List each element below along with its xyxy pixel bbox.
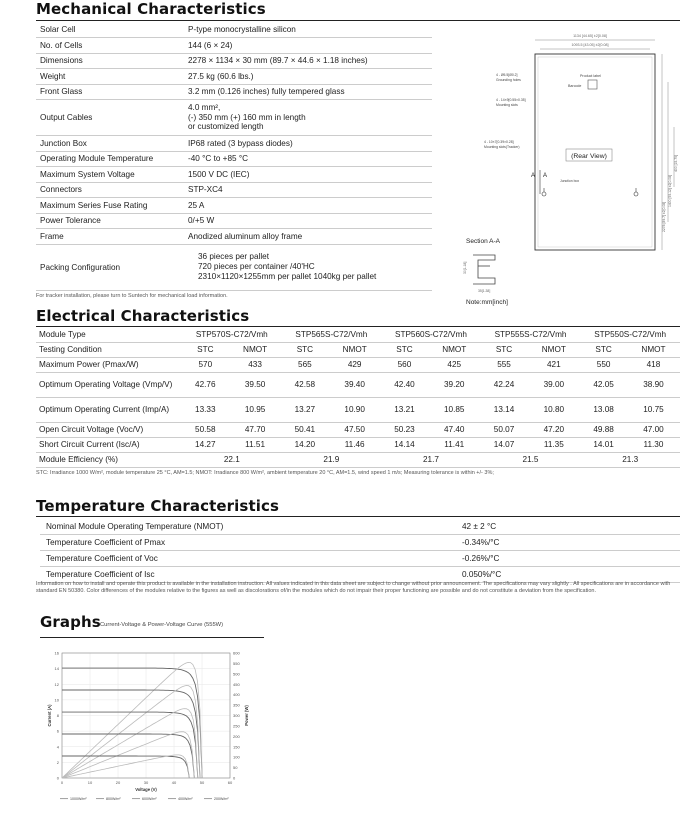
elec-cell: 565: [282, 357, 329, 372]
temp-value: 0.050%/°C: [252, 567, 680, 583]
mech-row: [36, 182, 432, 198]
legend-label: 800W/m²: [106, 797, 121, 801]
mech-value: 0/+5 W: [184, 213, 432, 229]
temp-value: -0.26%/°C: [252, 551, 680, 567]
section-height-dim: 30[1.18]: [463, 261, 467, 274]
electrical-rule: [36, 326, 680, 327]
mechanical-title: Mechanical Characteristics: [36, 0, 266, 18]
elec-cell: NMOT: [428, 342, 481, 357]
elec-cell: 47.20: [527, 422, 580, 437]
x-tick-label: 60: [227, 780, 233, 785]
cable-line-2: (-) 350 mm (+) 160 mm in length: [188, 112, 306, 122]
mech-row: [36, 53, 432, 69]
y2-axis-label: Power (W): [244, 705, 249, 726]
elec-cell: 555: [481, 357, 528, 372]
elec-cell: 433: [229, 357, 282, 372]
elec-cell: Open Circuit Voltage (Voc/V): [36, 422, 182, 437]
mech-value: 25 A: [184, 198, 432, 214]
elec-cell: Module Efficiency (%): [36, 452, 182, 467]
legend-label: 200W/m²: [214, 797, 229, 801]
temp-key: Nominal Module Operating Temperature (NMOT): [40, 519, 252, 535]
elec-cell: 10.80: [527, 397, 580, 422]
mech-row: [36, 213, 432, 229]
elec-cell: 13.08: [580, 397, 627, 422]
elec-cell: Testing Condition: [36, 342, 182, 357]
elec-cell: NMOT: [229, 342, 282, 357]
pv-curve: [62, 662, 202, 778]
cable-line-3: or customized length: [188, 122, 264, 132]
mechanical-table: [36, 22, 432, 291]
elec-cell: Optimum Operating Current (Imp/A): [36, 397, 182, 422]
elec-cell: 10.75: [627, 397, 680, 422]
connector-right: [634, 188, 638, 196]
mounting-label-2: Mounting slots: [496, 103, 518, 107]
elec-cell: 11.51: [229, 437, 282, 452]
elec-cell: 14.14: [381, 437, 428, 452]
mech-key: No. of Cells: [36, 38, 184, 54]
y2-tick-label: 600: [233, 650, 240, 656]
elec-cell: 11.41: [428, 437, 481, 452]
mech-value: [184, 100, 432, 136]
elec-cell: Short Circuit Current (Isc/A): [36, 437, 182, 452]
x-tick-label: 10: [87, 780, 93, 785]
mech-value: P-type monocrystalline silicon: [184, 22, 432, 38]
mech-value: 3.2 mm (0.126 inches) fully tempered glass: [184, 84, 432, 100]
elec-cell: 10.90: [328, 397, 381, 422]
elec-row: [36, 357, 680, 372]
elec-cell: 49.88: [580, 422, 627, 437]
mech-key: Junction Box: [36, 136, 184, 152]
elec-cell: 560: [381, 357, 428, 372]
y2-tick-label: 250: [233, 723, 240, 729]
elec-cell: 47.70: [229, 422, 282, 437]
disclaimer-note: Information on how to install and operate this product is available in the installation instruction. All values indicated in this data sheet are subject to change without prior announcement. The specifications may vary slightly . All specifications are in accordance with standard EN 50380. Color differences of the modules relative to the figures as well as discolorations of/in the modules which do not impair their proper functioning are possible and do not constitute a deviation from the specification.: [36, 581, 671, 595]
elec-header-row: [36, 328, 680, 342]
mech-row: [36, 100, 432, 136]
mech-value: 27.5 kg (60.6 lbs.): [184, 69, 432, 85]
rear-view-label: (Rear View): [571, 153, 607, 160]
elec-row: [36, 372, 680, 397]
elec-cell: 39.00: [527, 372, 580, 397]
temperature-table: [40, 519, 680, 583]
elec-cell: STC: [381, 342, 428, 357]
mech-row: [36, 136, 432, 152]
mech-key: Weight: [36, 69, 184, 85]
elec-model: STP565S-C72/Vmh: [282, 328, 382, 342]
elec-cell: 11.46: [328, 437, 381, 452]
mech-value: STP-XC4: [184, 182, 432, 198]
y2-tick-label: 400: [233, 692, 240, 698]
dim-top-2: 1093.5 [43.05] ±2[0.08]: [571, 43, 609, 47]
electrical-table: [36, 328, 680, 468]
mech-key: Maximum System Voltage: [36, 167, 184, 183]
dim-top-1: 1134 [44.65] ±2[0.08]: [573, 34, 607, 38]
y-tick-label: 0: [56, 775, 59, 781]
elec-model: STP550S-C72/Vmh: [580, 328, 680, 342]
mounting-label: 4 - 14×9[0.55×0.35]: [496, 98, 526, 102]
elec-cell: 14.20: [282, 437, 329, 452]
elec-cell: 11.30: [627, 437, 680, 452]
mech-key: Dimensions: [36, 53, 184, 69]
elec-cell: 425: [428, 357, 481, 372]
temp-row: [40, 519, 680, 535]
elec-cell: 14.07: [481, 437, 528, 452]
y-tick-label: 16: [54, 650, 59, 656]
elec-cell: NMOT: [527, 342, 580, 357]
y2-tick-label: 200: [233, 733, 240, 739]
y2-tick-label: 300: [233, 713, 240, 718]
y2-tick-label: 100: [233, 754, 240, 760]
mech-row: [36, 38, 432, 54]
legend-label: 400W/m²: [178, 797, 193, 801]
mech-row: [36, 244, 432, 290]
y-tick-label: 12: [54, 681, 59, 687]
mech-value: IP68 rated (3 bypass diodes): [184, 136, 432, 152]
temperature-title: Temperature Characteristics: [36, 497, 279, 515]
connector-left: [542, 188, 546, 196]
elec-cell: STC: [580, 342, 627, 357]
barcode-text: Barcode: [568, 84, 582, 88]
mech-key: Operating Module Temperature: [36, 151, 184, 167]
product-label-box: [588, 80, 597, 89]
elec-model: STP555S-C72/Vmh: [481, 328, 581, 342]
elec-row: [36, 397, 680, 422]
elec-cell: NMOT: [627, 342, 680, 357]
graphs-title: Graphs: [40, 613, 101, 631]
y-axis-label: Current (A): [47, 704, 52, 727]
y2-tick-label: 500: [233, 671, 240, 677]
y-tick-label: 2: [56, 759, 59, 765]
elec-cell: 418: [627, 357, 680, 372]
temp-row: [40, 535, 680, 551]
x-tick-label: 40: [171, 780, 177, 785]
mechanical-rule: [36, 20, 680, 21]
efficiency-value: 21.3: [580, 452, 680, 467]
mech-key: Packing Configuration: [36, 244, 184, 290]
y2-tick-label: 0: [233, 775, 236, 781]
mech-key: Solar Cell: [36, 22, 184, 38]
elec-cell: 10.95: [229, 397, 282, 422]
y2-tick-label: 50: [233, 765, 238, 771]
iv-curve: [62, 712, 198, 778]
packing-line-1: 36 pieces per pallet: [198, 252, 270, 261]
unit-note: Note:mm[inch]: [466, 299, 508, 306]
elec-cell: Maximum Power (Pmax/W): [36, 357, 182, 372]
elec-cell: 39.20: [428, 372, 481, 397]
elec-cell: 50.58: [182, 422, 229, 437]
tracker-slots-label-2: Mounting slots(Tracker): [484, 145, 520, 149]
legend-label: 1000W/m²: [70, 797, 87, 801]
packing-line-3: 2310×1120×1255mm per pallet 1040kg per pallet: [198, 272, 377, 281]
mechanical-note: For tracker installation, please turn to Suntech for mechanical load information.: [36, 293, 228, 299]
efficiency-value: 22.1: [182, 452, 282, 467]
section-a-right: A: [543, 173, 548, 179]
temp-value: 42 ± 2 °C: [252, 519, 680, 535]
cable-line-1: 4.0 mm²,: [188, 103, 221, 113]
grounding-label-2: Grounding holes: [496, 78, 521, 82]
pv-curve: [62, 709, 198, 778]
mech-row: [36, 69, 432, 85]
electrical-title: Electrical Characteristics: [36, 307, 250, 325]
mech-value: -40 °C to +85 °C: [184, 151, 432, 167]
elec-cell: 47.40: [428, 422, 481, 437]
mech-key: Frame: [36, 229, 184, 245]
elec-cell: 10.85: [428, 397, 481, 422]
mech-key: Maximum Series Fuse Rating: [36, 198, 184, 214]
x-tick-label: 0: [60, 780, 64, 785]
section-width-dim: 35[1.38]: [478, 289, 491, 293]
y-tick-label: 10: [54, 697, 59, 703]
temp-key: Temperature Coefficient of Pmax: [40, 535, 252, 551]
graphs-rule: [40, 637, 264, 638]
dim-right-3: 400 [15.75]: [674, 155, 678, 172]
elec-row: [36, 422, 680, 437]
elec-cell: 421: [527, 357, 580, 372]
dim-right-1: 2278 [89.7] ±2[0.08]: [662, 201, 666, 232]
temp-row: [40, 551, 680, 567]
elec-cell: 14.01: [580, 437, 627, 452]
x-tick-label: 30: [143, 780, 149, 785]
elec-cell: 13.27: [282, 397, 329, 422]
junction-box-label: Junction box: [560, 179, 580, 183]
y2-tick-label: 550: [233, 660, 240, 666]
elec-cell: STC: [182, 342, 229, 357]
elec-cell: 50.23: [381, 422, 428, 437]
elec-cell: 39.50: [229, 372, 282, 397]
legend-label: 600W/m²: [142, 797, 157, 801]
packing-line-2: 720 pieces per container /40'HC: [198, 262, 315, 271]
mech-value: 2278 × 1134 × 30 mm (89.7 × 44.6 × 1.18 inches): [184, 53, 432, 69]
elec-cell: 50.07: [481, 422, 528, 437]
elec-cell: 42.24: [481, 372, 528, 397]
elec-cell: 42.05: [580, 372, 627, 397]
elec-cell: 50.41: [282, 422, 329, 437]
efficiency-value: 21.9: [282, 452, 382, 467]
mech-key: Power Tolerance: [36, 213, 184, 229]
y-tick-label: 6: [56, 728, 59, 734]
mech-row: [36, 22, 432, 38]
mech-row: [36, 167, 432, 183]
grounding-label: 4 - Ø5.5[Ø0.2]: [496, 73, 518, 77]
mech-value: Anodized aluminum alloy frame: [184, 229, 432, 245]
elec-header-label: Module Type: [36, 328, 182, 342]
mech-value: [184, 244, 432, 290]
elec-cell: NMOT: [328, 342, 381, 357]
mech-row: [36, 151, 432, 167]
elec-cell: 11.35: [527, 437, 580, 452]
elec-efficiency-row: [36, 452, 680, 467]
section-a-left: A: [531, 173, 536, 179]
elec-cell: STC: [481, 342, 528, 357]
temp-value: -0.34%/°C: [252, 535, 680, 551]
elec-cell: 47.50: [328, 422, 381, 437]
elec-cell: 14.27: [182, 437, 229, 452]
y-tick-label: 4: [56, 744, 59, 750]
section-profile: [473, 255, 495, 284]
module-drawing: [440, 22, 685, 307]
efficiency-value: 21.5: [481, 452, 581, 467]
y2-tick-label: 150: [233, 744, 240, 750]
x-tick-label: 50: [199, 780, 205, 785]
iv-pv-chart: [40, 645, 265, 810]
elec-cell: Optimum Operating Voltage (Vmp/V): [36, 372, 182, 397]
elec-cell: 13.21: [381, 397, 428, 422]
mech-key: Output Cables: [36, 100, 184, 136]
efficiency-value: 21.7: [381, 452, 481, 467]
elec-condition-row: [36, 342, 680, 357]
y-tick-label: 8: [56, 713, 59, 718]
x-axis-label: Voltage (V): [135, 787, 157, 792]
y2-tick-label: 450: [233, 681, 240, 687]
temp-key: Temperature Coefficient of Isc: [40, 567, 252, 583]
mech-value: 1500 V DC (IEC): [184, 167, 432, 183]
elec-cell: 429: [328, 357, 381, 372]
section-aa-title: Section A-A: [466, 238, 500, 245]
x-tick-label: 20: [115, 780, 121, 785]
elec-cell: 42.58: [282, 372, 329, 397]
dim-right-2: 1400 [55.12] ±2[0.08]: [668, 174, 672, 207]
mech-row: [36, 198, 432, 214]
mech-value: 144 (6 × 24): [184, 38, 432, 54]
temperature-rule: [36, 516, 680, 517]
graphs-subtitle: Current-Voltage & Power-Voltage Curve (555W): [100, 622, 224, 628]
elec-model: STP560S-C72/Vmh: [381, 328, 481, 342]
y-tick-label: 14: [54, 666, 59, 672]
elec-row: [36, 437, 680, 452]
y2-tick-label: 350: [233, 702, 240, 708]
elec-cell: 38.90: [627, 372, 680, 397]
elec-cell: 42.40: [381, 372, 428, 397]
elec-cell: 550: [580, 357, 627, 372]
elec-cell: 39.40: [328, 372, 381, 397]
elec-cell: 13.33: [182, 397, 229, 422]
elec-cell: STC: [282, 342, 329, 357]
tracker-slots-label: 4 - 10×7[0.39×0.28]: [484, 140, 514, 144]
mech-row: [36, 84, 432, 100]
electrical-note: STC: Irradiance 1000 W/m², module temperature 25 °C, AM=1.5; NMOT: Irradiance 800 W/m², ambient temperature 20 °C, AM=1.5, wind speed 1 m/s; Measuring tolerance is within +/- 3%;: [36, 470, 494, 476]
elec-cell: 570: [182, 357, 229, 372]
elec-model: STP570S-C72/Vmh: [182, 328, 282, 342]
elec-cell: 47.00: [627, 422, 680, 437]
mech-row: [36, 229, 432, 245]
mech-key: Connectors: [36, 182, 184, 198]
mech-key: Front Glass: [36, 84, 184, 100]
temp-key: Temperature Coefficient of Voc: [40, 551, 252, 567]
elec-cell: 13.14: [481, 397, 528, 422]
product-label-text: Product label: [580, 74, 601, 78]
elec-cell: 42.76: [182, 372, 229, 397]
